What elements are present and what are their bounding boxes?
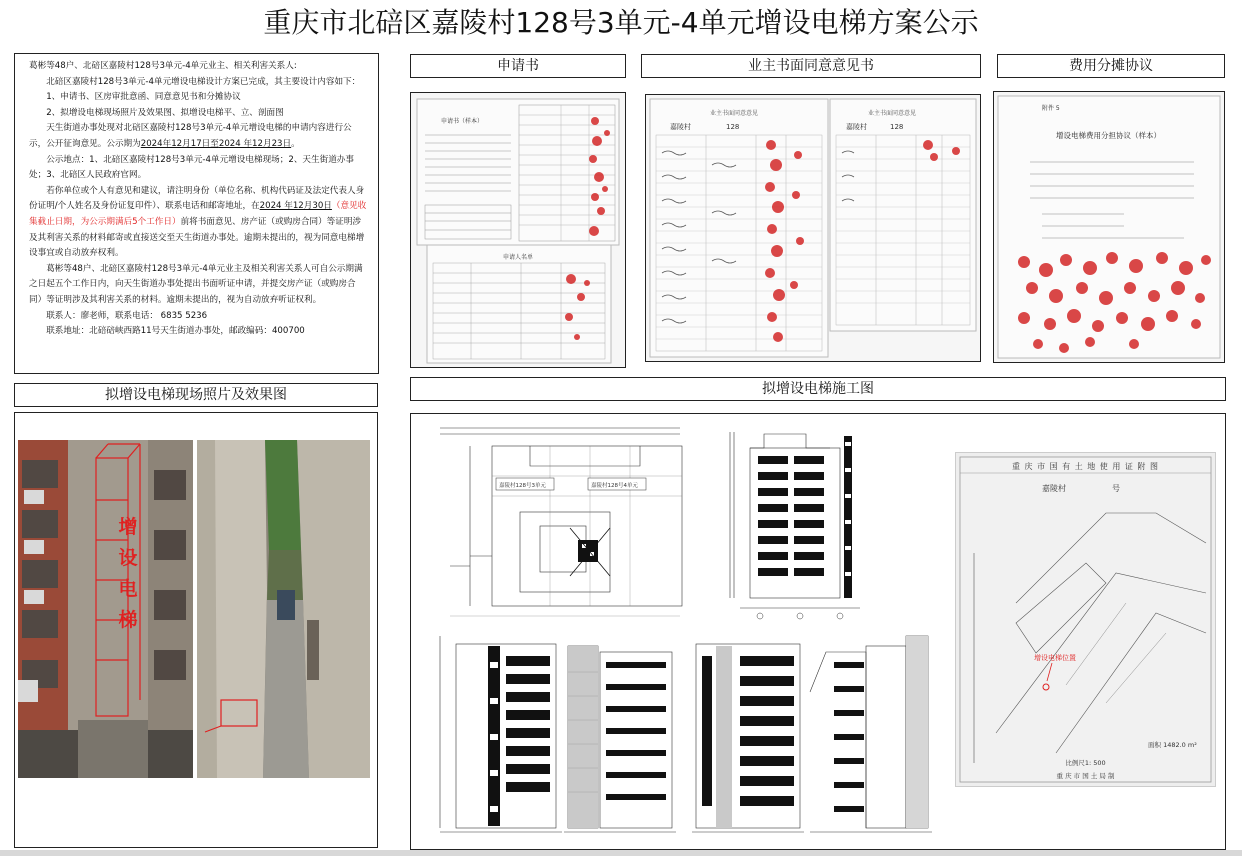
notice-deadline-note: （意见收集截止日期，为公示期满后5个工作日） [29,201,367,227]
site-photo-alley [197,440,370,778]
elevator-overlay-label: 增设电梯 [118,516,138,631]
application-list-title: 申请人名单 [503,254,534,261]
cost-sharing-scan-graphic [994,92,1224,362]
application-document-image [410,92,626,368]
land-map-area: 面积 1482.0 m² [1148,741,1197,749]
floor-plan-unit4-label: 嘉陵村128号4单元 [591,483,638,489]
section-b-graphic [560,632,680,844]
notice-opinions-end: 前将书面意见、房产证（或购房合同）等证明涉及其利害关系的材料邮寄或直接送交至天生街道办事处。逾期未提出的，视为同意电梯增设事宜或自动放弃权利。 [29,216,365,259]
notice-opinions-text: 若你单位或个人有意见和建议，请注明身份（单位名称、机构代码证及法定代表人身份证明/个人姓名及身份证复印件）、联系电话和邮寄地址，在 [29,185,365,212]
notice-paragraph-hearing: 葛彬等48户、北碚区嘉陵村128号3单元-4单元业主及相关利害关系人可自公示期满之日起五个工作日内，向天生街道办事处提出书面听证申请，并提交房产证（或购房合同）等证明涉及其利害关系的材料。逾期未提出的，视为自动放弃听证权利。 [29,263,363,305]
consent-village-right: 嘉陵村 [846,123,867,131]
section-label-application: 申请书 [410,54,626,78]
notice-text-box [14,53,379,374]
application-scan-graphic [411,93,625,367]
elevation-c-graphic [688,632,808,844]
consent-village-left: 嘉陵村 [670,123,691,131]
application-sample-title: 申请书（样本） [441,118,484,125]
site-photo-effect-graphic [18,440,193,778]
elevator-location-label: 增设电梯位置 [1034,654,1076,662]
floor-plan-unit3-label: 嘉陵村128号3单元 [499,483,546,489]
notice-paragraph-opinions [29,184,368,262]
floor-plan-drawing [430,416,690,624]
land-map-footer: 重 庆 市 国 土 局 制 [1056,772,1115,780]
land-certificate-map [955,452,1216,787]
consent-scan-graphic [646,95,980,361]
notice-period-start: 2024年12月17日至 [140,138,219,149]
notice-deadline-date: 2024 年12月30日 [259,201,332,212]
notice-period-end: 2024 年12月23日 [218,138,292,149]
page-title: 重庆市北碚区嘉陵村128号3单元-4单元增设电梯方案公示 [263,6,979,39]
elevation-drawing-c [688,632,808,844]
cost-attachment-label: 附件 5 [1042,105,1060,112]
land-map-village: 嘉陵村 [1042,484,1066,493]
section-label-consent: 业主书面同意意见书 [641,54,981,78]
elevation-drawing-top [720,428,870,628]
notice-contact-person: 联系人：廖老师，联系电话： 6835 5236 [46,310,208,321]
land-map-hao: 号 [1112,484,1120,493]
consent-title-right: 业主书面同意意见 [868,110,917,117]
bottom-edge-strip [0,850,1242,856]
section-label-cost-sharing: 费用分摊协议 [997,54,1225,78]
notice-paragraph-locations: 公示地点：1、北碚区嘉陵村128号3单元-4单元增设电梯现场；2、天生街道办事处；3、北碚区人民政府官网。 [29,154,354,181]
site-photo-alley-graphic [197,440,370,778]
elevation-a-graphic [436,632,566,844]
section-label-photos: 拟增设电梯现场照片及效果图 [14,383,378,407]
elevation-top-graphic [720,428,870,628]
section-label-drawings: 拟增设电梯施工图 [410,377,1226,401]
section-drawing-d [806,632,936,844]
consent-document-image [645,94,981,362]
notice-item-1: 1、申请书、区房审批意函、同意意见书和分摊协议 [46,92,241,103]
consent-no-left: 128 [726,123,740,131]
notice-salutation: 葛彬等48户、北碚区嘉陵村128号3单元-4单元业主、相关利害关系人: [29,61,297,71]
cost-agreement-title: 增设电梯费用分担协议（样本） [1056,131,1161,140]
section-drawing-b [560,632,680,844]
notice-item-2: 2、拟增设电梯现场照片及效果图、拟增设电梯平、立、剖面图 [46,107,284,118]
site-photo-effect [18,440,193,778]
notice-period-text: 天生街道办事处现对北碚区嘉陵村128号3单元-4单元增设电梯的申请内容进行公示，公开征询意见。公示期为 [29,123,352,149]
land-map-header: 重 庆 市 国 有 土 地 使 用 证 附 图 [1012,462,1159,471]
consent-title-left: 业主书面同意意见 [710,110,759,117]
cost-sharing-document-image [993,91,1225,363]
land-map-scale: 比例尺1: 500 [1065,759,1106,767]
notice-period-dot: 。 [291,138,300,149]
section-d-graphic [806,632,936,844]
notice-paragraph-period [29,121,368,152]
notice-contact-address: 联系地址：北碚碚峡西路11号天生街道办事处，邮政编码：400700 [46,326,305,337]
consent-no-right: 128 [890,123,904,131]
land-map-graphic [956,453,1215,786]
floor-plan-graphic [430,416,690,624]
elevation-drawing-a [436,632,566,844]
notice-paragraph-intro: 北碚区嘉陵村128号3单元-4单元增设电梯设计方案已完成，其主要设计内容如下： [46,76,361,87]
